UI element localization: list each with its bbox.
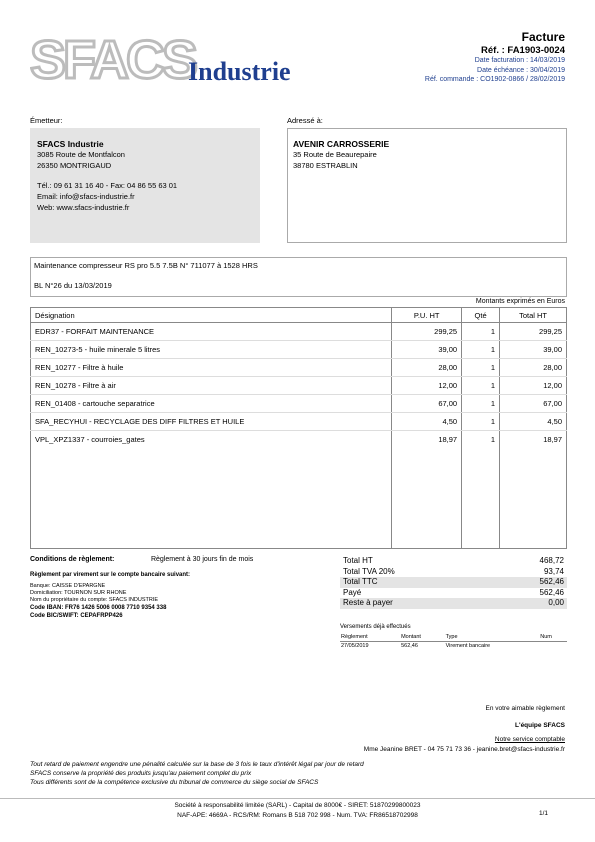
cell-qte: 1	[462, 377, 500, 395]
cell-total: 299,25	[500, 323, 567, 341]
col-designation: Désignation	[31, 308, 392, 323]
invoice-ref: Réf. : FA1903-0024	[481, 45, 565, 56]
total-row	[340, 588, 567, 599]
bank-iban: Code IBAN: FR76 1426 5006 0008 7710 9354 338	[30, 605, 167, 611]
emetteur-addr1: 3085 Route de Montfalcon	[37, 150, 125, 159]
table-row	[31, 341, 567, 359]
virement-title: Règlement par virement sur le compte bancaire suivant:	[30, 572, 191, 578]
table-filler	[31, 448, 567, 549]
legal-line2: SFACS conserve la propriété des produits jusqu'au paiement complet du prix	[30, 770, 252, 777]
cell-designation: REN_10278 - Filtre à air	[31, 377, 392, 395]
payments-title: Versements déjà effectués	[340, 624, 411, 630]
payments-col-type: Type	[445, 633, 540, 642]
payments-col-date: Règlement	[340, 633, 400, 642]
table-row	[31, 359, 567, 377]
total-value: 93,74	[543, 566, 564, 576]
cell-pu: 39,00	[392, 341, 462, 359]
currency-note: Montants exprimés en Euros	[475, 298, 565, 305]
payments-col-amount: Montant	[400, 633, 445, 642]
bank-name: Banque: CAISSE D'EPARGNE	[30, 583, 106, 589]
footer-line2: NAF-APE: 4669A - RCS/RM: Romans B 518 702 998 - Num. TVA: FR86518702998	[177, 811, 418, 819]
destinataire-addr2: 38780 ESTRABLIN	[293, 161, 358, 170]
total-label: Reste à payer	[343, 598, 393, 607]
cell-designation: REN_10273-5 - huile minerale 5 litres	[31, 341, 392, 359]
cell-pu: 299,25	[392, 323, 462, 341]
total-row	[340, 598, 567, 609]
total-label: Payé	[343, 587, 362, 597]
cell-pu: 4,50	[392, 413, 462, 431]
table-row	[31, 431, 567, 449]
legal-line1: Tout retard de paiement engendre une pénalité calculée sur la base de 3 fois le taux d'intérêt légal par jour de retard	[30, 761, 364, 768]
date-facturation: Date facturation : 14/03/2019	[474, 57, 565, 64]
payment-row: 27/05/2019 562,46 Virement bancaire	[341, 643, 491, 649]
emetteur-tel: Tél.: 09 61 31 16 40 - Fax: 04 86 55 63 01	[37, 181, 178, 190]
cell-pu: 67,00	[392, 395, 462, 413]
payments-table	[340, 633, 567, 650]
emetteur-email: Email: info@sfacs-industrie.fr	[37, 192, 135, 201]
cell-qte: 1	[462, 323, 500, 341]
company-logo	[30, 30, 320, 90]
logo-text: SFACS	[30, 30, 196, 90]
cell-total: 67,00	[500, 395, 567, 413]
objet-line2: BL N°26 du 13/03/2019	[34, 281, 112, 290]
table-header-row	[31, 308, 567, 323]
emetteur-label: Émetteur:	[30, 116, 63, 125]
sign-line1: En votre aimable règlement	[485, 705, 565, 712]
total-label: Total TVA 20%	[343, 566, 395, 576]
sign-team: L'équipe SFACS	[515, 722, 565, 729]
cell-total: 28,00	[500, 359, 567, 377]
emetteur-addr2: 26350 MONTRIGAUD	[37, 161, 112, 170]
bank-domiciliation: Domiciliation: TOURNON SUR RHONE	[30, 590, 127, 596]
total-row	[340, 556, 567, 567]
table-row	[31, 323, 567, 341]
table-row	[31, 377, 567, 395]
totals-block	[340, 556, 567, 609]
cell-qte: 1	[462, 395, 500, 413]
emetteur-web: Web: www.sfacs-industrie.fr	[37, 203, 130, 212]
cell-designation: REN_01408 - cartouche separatrice	[31, 395, 392, 413]
emetteur-name: SFACS Industrie	[37, 139, 104, 149]
total-label: Total HT	[343, 556, 373, 565]
cell-designation: EDR37 - FORFAIT MAINTENANCE	[31, 323, 392, 341]
cell-qte: 1	[462, 359, 500, 377]
total-value: 468,72	[539, 556, 564, 565]
cell-pu: 12,00	[392, 377, 462, 395]
invoice-title: Facture	[521, 30, 565, 44]
logo-subtext: Industrie	[188, 57, 291, 86]
page-number: 1/1	[538, 810, 548, 817]
cell-qte: 1	[462, 341, 500, 359]
total-value: 562,46	[539, 577, 564, 586]
invoice-header	[425, 30, 565, 85]
date-echeance: Date échéance : 30/04/2019	[477, 66, 565, 74]
cell-total: 4,50	[500, 413, 567, 431]
legal-notice	[30, 760, 364, 787]
footer-line1: Société à responsabilité limitée (SARL) - Capital de 8000€ - SIRET: 51870299800023	[174, 802, 421, 809]
destinataire-box	[287, 128, 567, 243]
emetteur-box	[30, 128, 260, 243]
table-row	[31, 413, 567, 431]
table-row	[31, 395, 567, 413]
total-value: 562,46	[539, 587, 564, 597]
payment-conditions	[30, 556, 320, 620]
cell-qte: 1	[462, 431, 500, 449]
objet-line1: Maintenance compresseur RS pro 5.5 7.5B N° 711077 à 1528 HRS	[34, 261, 258, 270]
destinataire-addr1: 35 Route de Beaurepaire	[293, 150, 377, 159]
bank-bic: Code BIC/SWIFT: CEPAFRPP426	[30, 613, 123, 619]
sign-contact: Mme Jeanine BRET - 04 75 71 73 36 - jeanine.bret@sfacs-industrie.fr	[363, 746, 565, 753]
payments-col-num: Num	[539, 633, 567, 642]
legal-line3: Tous différents sont de la compétence exclusive du tribunal de commerce du siège social de SFACS	[30, 779, 319, 786]
cell-designation: SFA_RECYHUI - RECYCLAGE DES DIFF FILTRES ET HUILE	[31, 413, 392, 431]
cell-total: 12,00	[500, 377, 567, 395]
sign-service: Notre service comptable	[494, 736, 565, 743]
cell-pu: 28,00	[392, 359, 462, 377]
conditions-label: Conditions de règlement:	[30, 556, 115, 563]
bank-owner: Nom du propriétaire du compte: SFACS INDUSTRIE	[30, 597, 159, 603]
total-row	[340, 567, 567, 578]
total-value: 0,00	[548, 598, 564, 607]
total-row	[340, 577, 567, 588]
destinataire-name: AVENIR CARROSSERIE	[293, 139, 390, 149]
cell-designation: REN_10277 - Filtre à huile	[31, 359, 392, 377]
objet-box	[30, 257, 567, 297]
conditions-value: Règlement à 30 jours fin de mois	[150, 556, 254, 563]
items-table	[30, 307, 567, 549]
payments-made	[340, 624, 567, 650]
cell-total: 39,00	[500, 341, 567, 359]
cell-pu: 18,97	[392, 431, 462, 449]
page-footer	[0, 798, 595, 820]
cell-designation: VPL_XPZ1337 - courroies_gates	[31, 431, 392, 449]
col-total: Total HT	[500, 308, 567, 323]
total-label: Total TTC	[343, 577, 378, 586]
cell-total: 18,97	[500, 431, 567, 449]
destinataire-label: Adressé à:	[287, 116, 323, 125]
cell-qte: 1	[462, 413, 500, 431]
signature-block	[364, 700, 565, 754]
col-qte: Qté	[462, 308, 500, 323]
col-pu: P.U. HT	[392, 308, 462, 323]
ref-commande: Réf. commande : CO1902-0866 / 28/02/2019	[424, 76, 565, 83]
